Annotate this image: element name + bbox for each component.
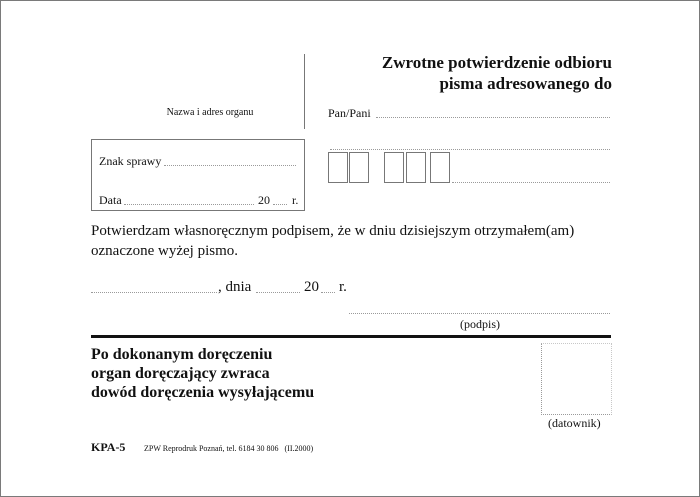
recipient-line-3[interactable] <box>452 182 610 183</box>
postal-code-box-2[interactable] <box>349 152 369 183</box>
delivery-instruction <box>91 345 314 402</box>
case-number-field[interactable] <box>164 165 296 166</box>
section-separator <box>91 335 611 338</box>
place-field[interactable] <box>91 292 217 293</box>
publisher-info <box>144 444 313 453</box>
date-field[interactable] <box>124 204 254 205</box>
title-line-2: pisma adresowanego do <box>439 74 612 93</box>
confirmation-text <box>91 221 611 261</box>
confirmation-line-2: oznaczone wyżej pismo. <box>91 243 239 259</box>
form-code: KPA-5 <box>91 440 126 454</box>
title-line-1: Zwrotne potwierdzenie odbioru <box>381 53 612 72</box>
case-box <box>91 139 305 211</box>
recipient-line-2[interactable] <box>330 149 610 150</box>
year-suffix: r. <box>339 279 347 295</box>
organ-label: Nazwa i adres organu <box>166 107 254 118</box>
year-field[interactable] <box>321 292 335 293</box>
publisher-name: ZPW Reprodruk Poznań, tel. 6184 30 806 <box>144 444 279 453</box>
postal-code-box-5[interactable] <box>430 152 450 183</box>
instruction-line-1: Po dokonanym doręczeniu <box>91 346 273 363</box>
date-year-suffix: r. <box>292 193 299 207</box>
recipient-label: Pan/Pani <box>328 106 371 120</box>
day-field[interactable] <box>256 292 300 293</box>
date-year-prefix: 20 <box>258 193 270 207</box>
recipient-line-1[interactable] <box>376 117 610 118</box>
form-title <box>330 52 612 94</box>
postal-code-box-3[interactable] <box>384 152 404 183</box>
signature-label: (podpis) <box>460 317 500 331</box>
instruction-line-3: dowód doręczenia wysyłającemu <box>91 384 315 401</box>
postal-code-box-4[interactable] <box>406 152 426 183</box>
publisher-edition: (II.2000) <box>284 444 314 453</box>
postal-code-box-1[interactable] <box>328 152 348 183</box>
date-label: Data <box>99 193 122 207</box>
day-label: , dnia <box>218 279 252 295</box>
postmark-label: (datownik) <box>548 416 601 430</box>
organ-divider <box>304 54 305 129</box>
year-prefix: 20 <box>304 279 319 295</box>
date-year-field[interactable] <box>273 204 287 205</box>
postmark-box[interactable] <box>541 343 612 415</box>
confirmation-line-1: Potwierdzam własnoręcznym podpisem, że w dniu dzisiejszym otrzymałem(am) <box>91 223 575 239</box>
signature-line[interactable] <box>349 313 610 314</box>
case-number-label: Znak sprawy <box>99 154 162 168</box>
instruction-line-2: organ doręczający zwraca <box>91 365 270 382</box>
